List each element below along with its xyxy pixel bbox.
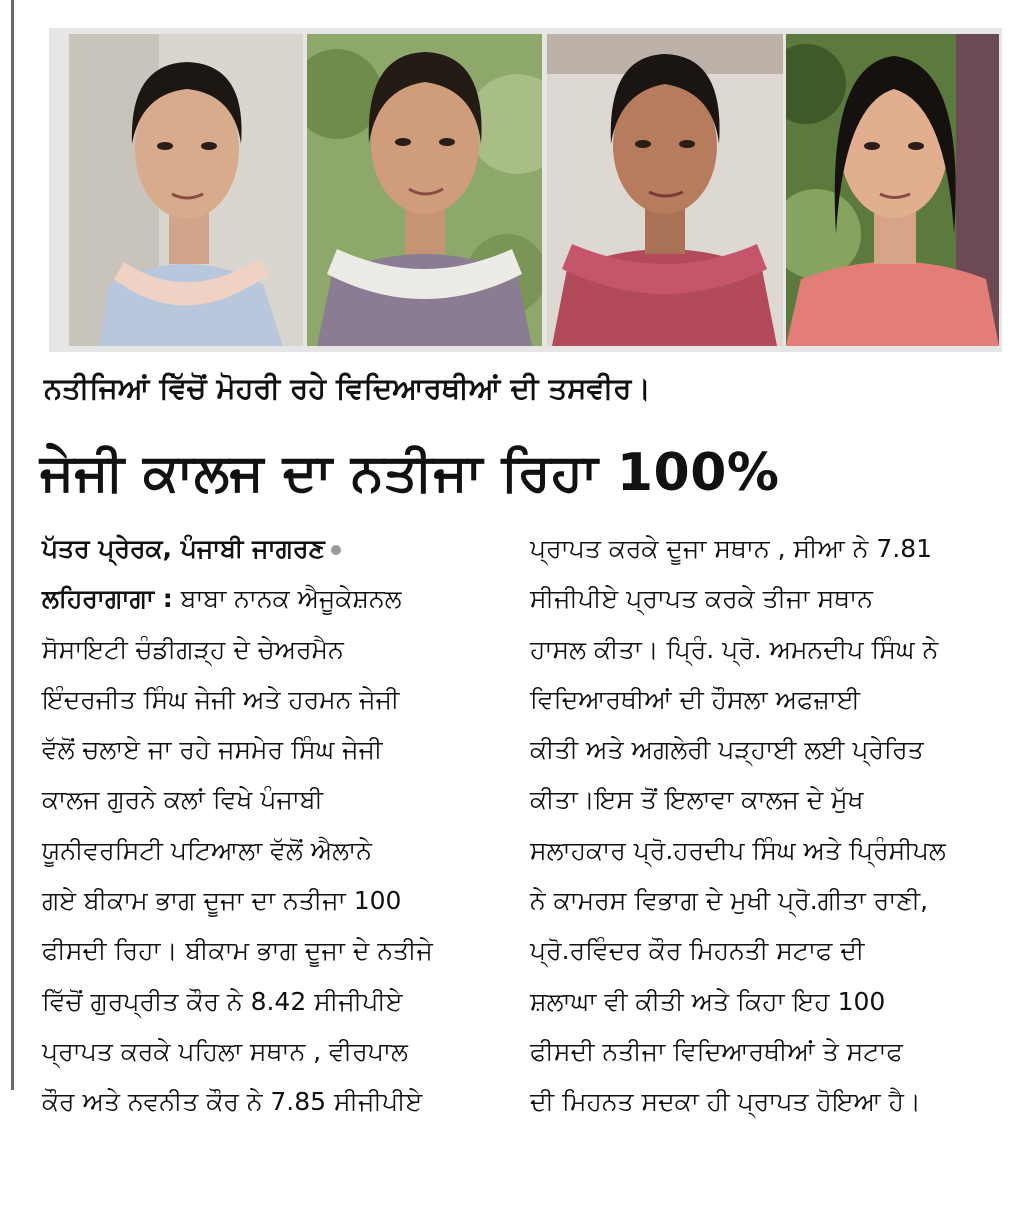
article-column-right [530,524,1000,1128]
student-photo-4 [786,34,999,346]
dateline: ਲਹਿਰਾਗਾਗਾ : [42,584,173,614]
body-line: ਪ੍ਰਾਪਤ ਕਰਕੇ ਪਹਿਲਾ ਸਥਾਨ , ਵੀਰਪਾਲ [42,1036,408,1066]
body-line: ਪ੍ਰਾਪਤ ਕਰਕੇ ਦੂਜਾ ਸਥਾਨ , ਸੀਆ ਨੇ 7.81 [530,534,933,563]
body-line: ਕੌਰ ਅਤੇ ਨਵਨੀਤ ਕੌਰ ਨੇ 7.85 ਸੀਜੀਪੀਏ [42,1087,423,1117]
body-line: ਫੀਸਦੀ ਰਿਹਾ। ਬੀਕਾਮ ਭਾਗ ਦੂਜਾ ਦੇ ਨਤੀਜੇ [42,936,433,966]
body-line: ਵਿਦਿਆਰਥੀਆਂ ਦੀ ਹੌਸਲਾ ਅਫਜ਼ਾਈ [530,684,861,714]
byline: ਪੱਤਰ ਪ੍ਰੇਰਕ, ਪੰਜਾਬੀ ਜਾਗਰਣ [42,534,325,563]
body-line: ਯੂਨੀਵਰਸਿਟੀ ਪਟਿਆਲਾ ਵੱਲੋਂ ਐਲਾਨੇ [42,835,372,865]
body-line: ਸਲਾਹਕਾਰ ਪ੍ਰੋ.ਹਰਦੀਪ ਸਿੰਘ ਅਤੇ ਪ੍ਰਿੰਸੀਪਲ [530,835,946,865]
body-line: ਵਿੱਚੋਂ ਗੁਰਪ੍ਰੀਤ ਕੌਰ ਨੇ 8.42 ਸੀਜੀਪੀਏ [42,986,403,1016]
body-line: ਸੋਸਾਇਟੀ ਚੰਡੀਗੜ੍ਹ ਦੇ ਚੇਅਰਮੈਨ [42,634,344,664]
body-line: ਸੀਜੀਪੀਏ ਪ੍ਰਾਪਤ ਕਰਕੇ ਤੀਜਾ ਸਥਾਨ [530,584,873,614]
body-text: ਬਾਬਾ ਨਾਨਕ ਐਜੂਕੇਸ਼ਨਲ [180,584,402,614]
column-rule [11,0,14,1090]
headline: ਜੇਜੀ ਕਾਲਜ ਦਾ ਨਤੀਜਾ ਰਿਹਾ 100% [40,443,780,503]
body-line: ਕੀਤਾ।ਇਸ ਤੋਂ ਇਲਾਵਾ ਕਾਲਜ ਦੇ ਮੁੱਖ [530,785,864,815]
student-photo-3 [547,34,783,346]
body-line: ਕਾਲਜ ਗੁਰਨੇ ਕਲਾਂ ਵਿਖੇ ਪੰਜਾਬੀ [42,785,324,815]
byline-line [42,524,512,574]
body-line: ਦੀ ਮਿਹਨਤ ਸਦਕਾ ਹੀ ਪ੍ਰਾਪਤ ਹੋਇਆ ਹੈ। [530,1087,921,1117]
photo-caption: ਨਤੀਜਿਆਂ ਵਿੱਚੋਂ ਮੋਹਰੀ ਰਹੇ ਵਿਦਿਆਰਥੀਆਂ ਦੀ ਤਸਵੀਰ। [44,371,651,405]
student-photo-1 [69,34,303,346]
body-line: ਵੱਲੋਂ ਚਲਾਏ ਜਾ ਰਹੇ ਜਸਮੇਰ ਸਿੰਘ ਜੇਜੀ [42,735,383,765]
body-line: ਨੇ ਕਾਮਰਸ ਵਿਭਾਗ ਦੇ ਮੁਖੀ ਪ੍ਰੋ.ਗੀਤਾ ਰਾਣੀ, [530,886,929,916]
student-photo-2 [307,34,542,346]
body-line: ਪ੍ਰੋ.ਰਵਿੰਦਰ ਕੌਰ ਮਿਹਨਤੀ ਸਟਾਫ ਦੀ [530,936,865,966]
body-line: ਸ਼ਲਾਘਾ ਵੀ ਕੀਤੀ ਅਤੇ ਕਿਹਾ ਇਹ 100 [530,986,886,1016]
body-line: ਫੀਸਦੀ ਨਤੀਜਾ ਵਿਦਿਆਰਥੀਆਂ ਤੇ ਸਟਾਫ [530,1036,903,1066]
photo-strip [49,28,1002,352]
article-column-left [42,524,512,1128]
body-line [42,574,512,624]
body-line: ਗਏ ਬੀਕਾਮ ਭਾਗ ਦੂਜਾ ਦਾ ਨਤੀਜਾ 100 [42,886,402,916]
body-line: ਹਾਸਲ ਕੀਤਾ। ਪ੍ਰਿੰ. ਪ੍ਰੋ. ਅਮਨਦੀਪ ਸਿੰਘ ਨੇ [530,634,939,664]
body-line: ਇੰਦਰਜੀਤ ਸਿੰਘ ਜੇਜੀ ਅਤੇ ਹਰਮਨ ਜੇਜੀ [42,684,400,714]
bullet-icon [331,545,341,555]
body-line: ਕੀਤੀ ਅਤੇ ਅਗਲੇਰੀ ਪੜ੍ਹਾਈ ਲਈ ਪ੍ਰੇਰਿਤ [530,735,924,765]
